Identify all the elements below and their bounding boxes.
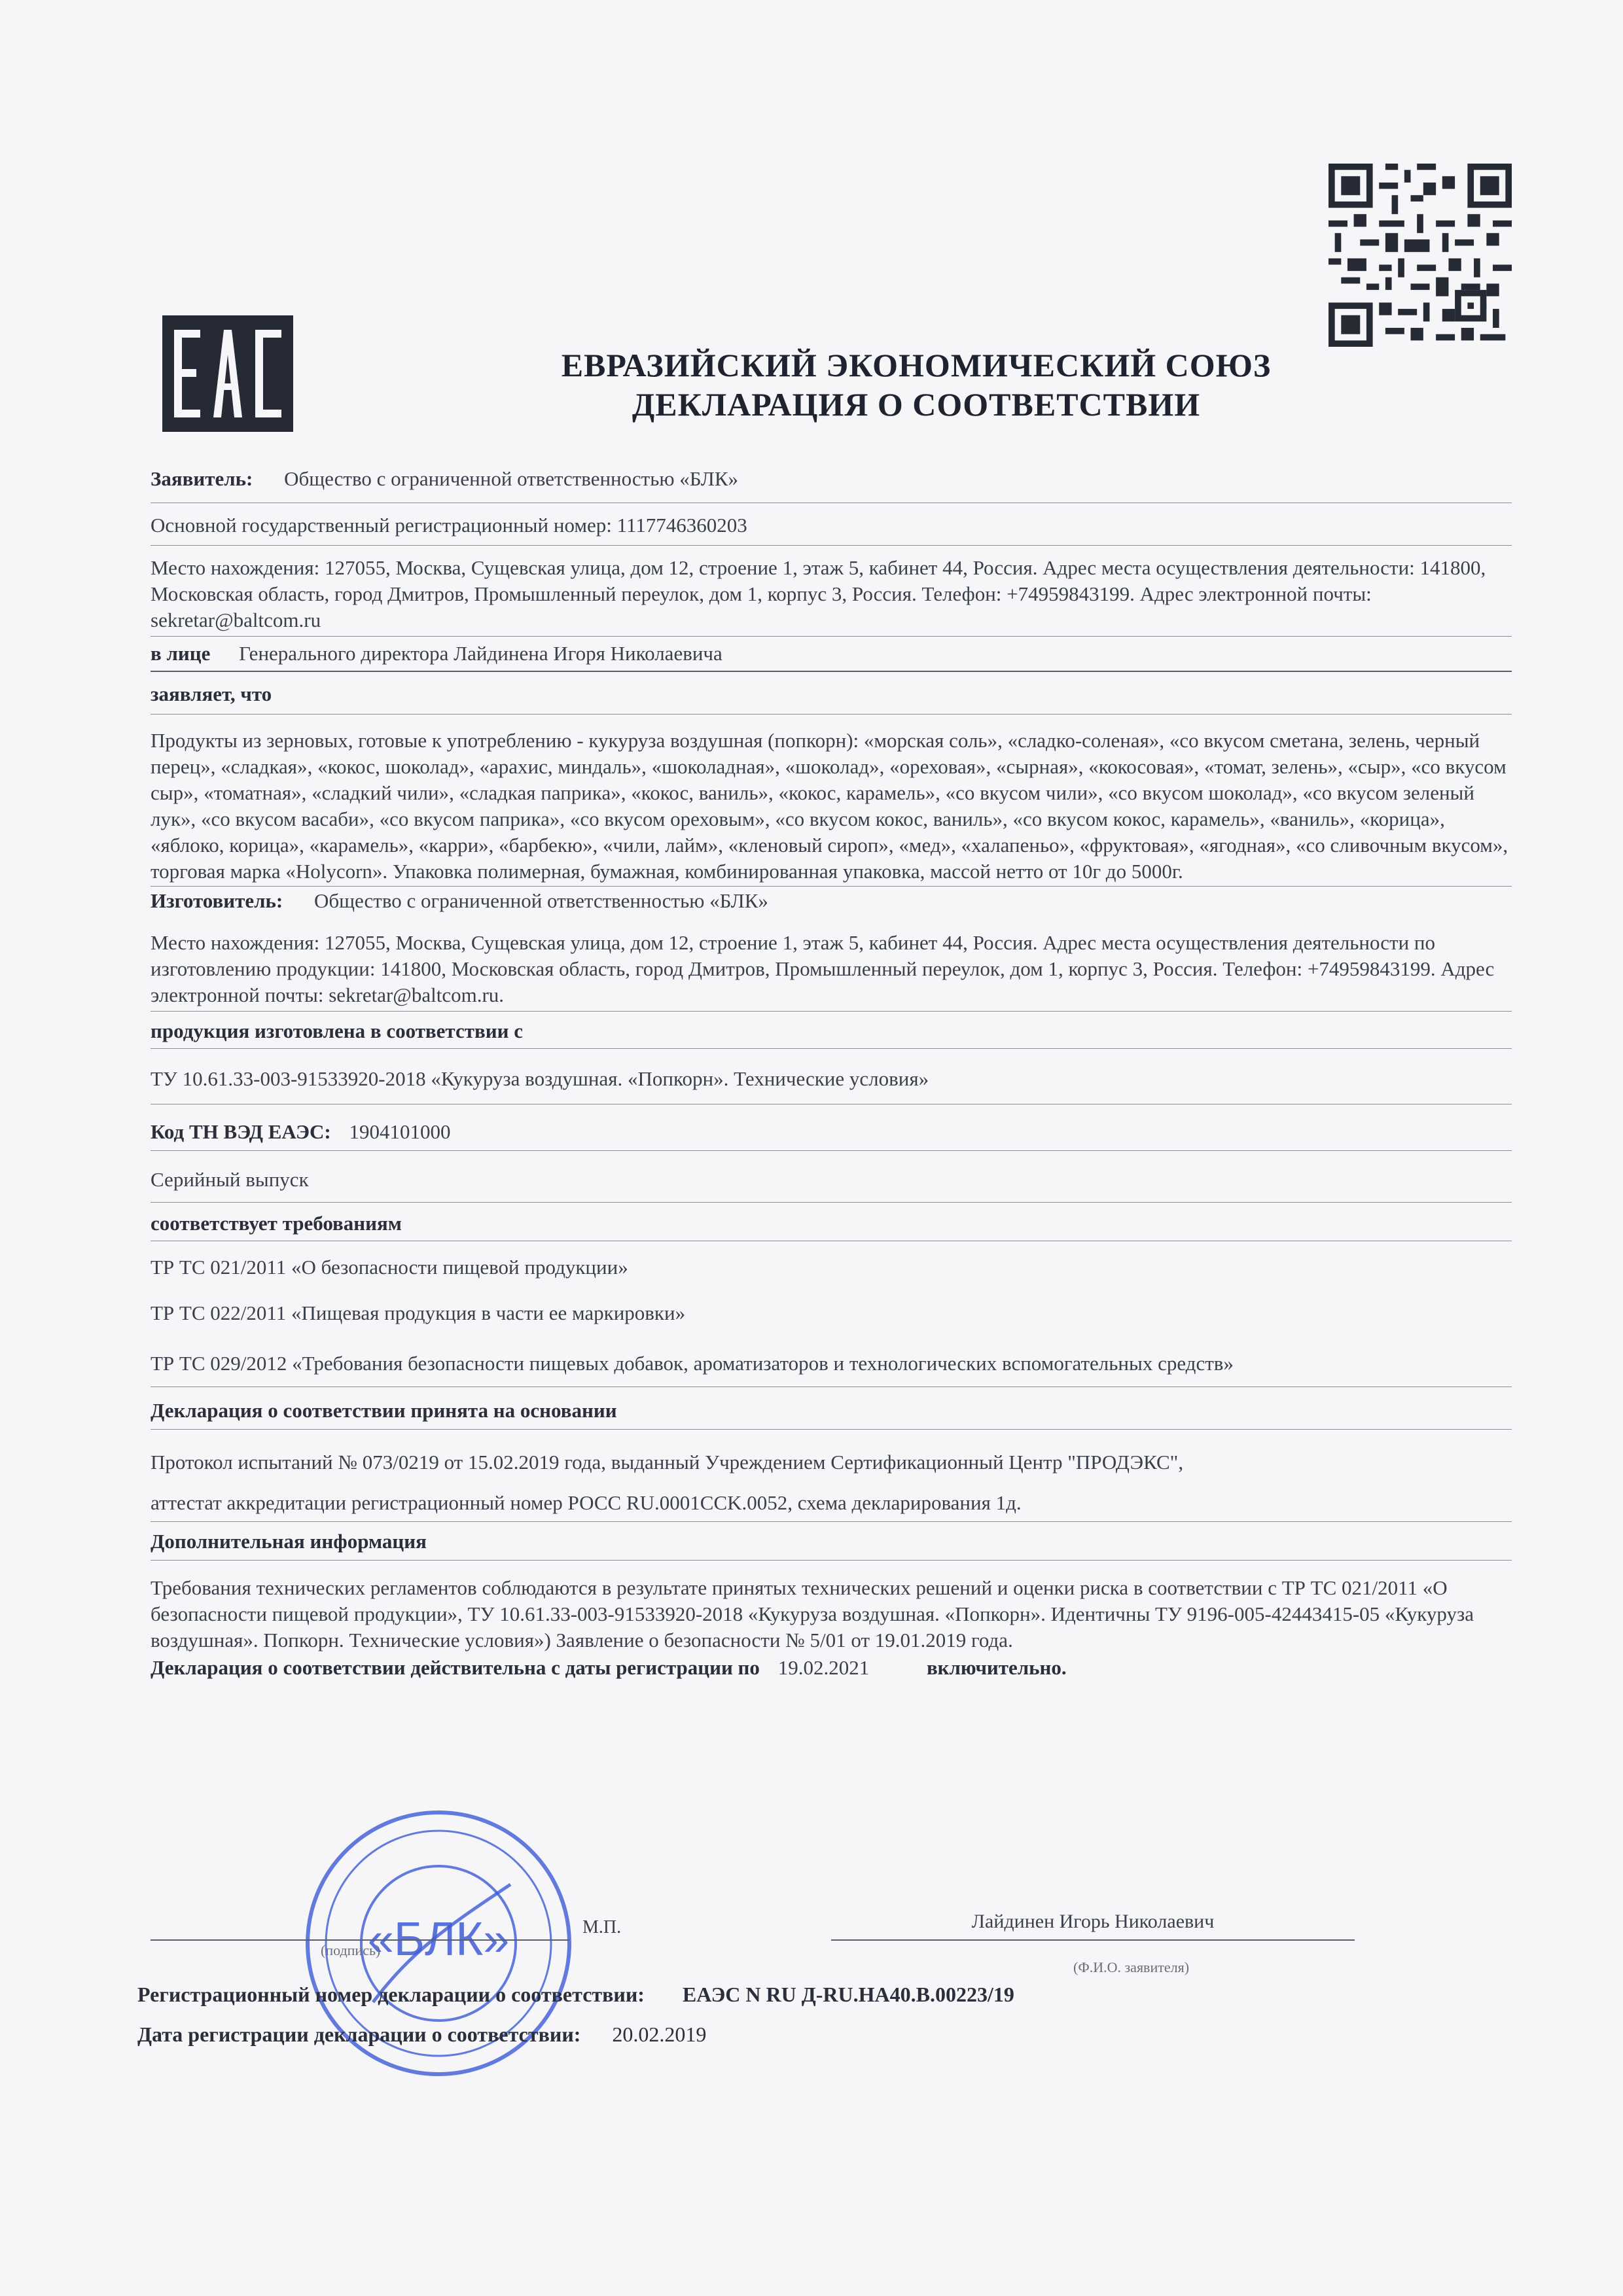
requirement-tr-022: ТР ТС 022/2011 «Пищевая продукция в части ее маркировки»: [151, 1301, 686, 1324]
ogrn-row: [151, 503, 1512, 546]
registration-number-value: ЕАЭС N RU Д-RU.НА40.В.00223/19: [682, 1983, 1014, 2006]
registration-number-row: [137, 1983, 1014, 2007]
registration-block: [137, 1983, 1014, 2062]
validity-suffix: включительно.: [926, 1656, 1067, 1679]
additional-row: [151, 1522, 1512, 1561]
tnved-value: 1904101000: [349, 1120, 451, 1143]
applicant-address: Место нахождения: 127055, Москва, Сущевская улица, дом 12, строение 1, этаж 5, кабинет 44, Россия. Адрес места осуществления деятельности: 141800, Московская область, город Дмитров, Промышленный переулок, дом 1, корпус 3, Россия. Телефон: +74959843199. Адрес электронной почты: sekretar@baltcom.ru: [151, 556, 1486, 631]
tnved-row: [151, 1104, 1512, 1151]
manufacturer-address-row: [151, 917, 1512, 1012]
requirement-item: [151, 1241, 1512, 1280]
stamp-text: «БЛК»: [367, 1913, 510, 1966]
applicant-value: Общество с ограниченной ответственностью «БЛК»: [284, 467, 739, 490]
eac-logo-icon: [162, 315, 293, 432]
produced-value-row: [151, 1049, 1512, 1104]
ogrn-value: Основной государственный регистрационный номер: 1117746360203: [151, 514, 747, 537]
declares-row: [151, 672, 1512, 715]
product-row: [151, 715, 1512, 887]
tnved-label: Код ТН ВЭД ЕАЭС:: [151, 1120, 331, 1143]
basis-attestat-row: [151, 1475, 1512, 1522]
applicant-address-row: [151, 546, 1512, 637]
basis-label: Декларация о соответствии принята на основании: [151, 1399, 617, 1422]
signer-caption: (Ф.И.О. заявителя): [1073, 1959, 1190, 1975]
manufacturer-row: [151, 887, 1512, 917]
person-value: Генерального директора Лайдинена Игоря Николаевича: [239, 642, 722, 665]
validity-date: 19.02.2021: [777, 1656, 870, 1679]
basis-protocol-row: [151, 1430, 1512, 1475]
requirement-tr-021: ТР ТС 021/2011 «О безопасности пищевой продукции»: [151, 1256, 628, 1279]
seal-place-mark: М.П.: [582, 1917, 622, 1937]
produced-row: [151, 1012, 1512, 1049]
product-description: Продукты из зерновых, готовые к употреблению - кукуруза воздушная (попкорн): «морская соль», «сладко-соленая», «со вкусом сметана, зелень, черный перец», «сладкая», «кокос, шоколад», «арахис, миндаль», «шоколадная», «шоколад», «ореховая», «сырная», «кокосовая», «томат, зелень», «сыр», «со вкусом сыр», «томатная», «сладкий чили», «сладкая паприка», «кокос, ваниль», «кокос, карамель», «со вкусом чили», «со вкусом шоколад», «со вкусом зеленый лук», «со вкусом васаби», «со вкусом паприка», «со вкусом ореховым», «со вкусом кокос, ваниль», «со вкусом кокос, карамель», «ваниль», «корица», «яблоко, корица», «карамель», «карри», «барбекю», «чили, лайм», «кленовый сироп», «мед», «халапеньо», «фруктовая», «ягодная», «со сливочным вкусом», торговая марка «Holycorn». Упаковка полимерная, бумажная, комбинированная упаковка, массой нетто от 10г до 5000г.: [151, 729, 1508, 883]
requirement-item: [151, 1326, 1512, 1387]
applicant-row: [151, 458, 1512, 503]
serial-value: Серийный выпуск: [151, 1168, 309, 1191]
document-title: [458, 345, 1374, 424]
qr-code-icon: [1329, 164, 1512, 347]
title-union: ЕВРАЗИЙСКИЙ ЭКОНОМИЧЕСКИЙ СОЮЗ: [561, 347, 1272, 383]
basis-protocol: Протокол испытаний № 073/0219 от 15.02.2019 года, выданный Учреждением Сертификационный Центр "ПРОДЭКС",: [151, 1451, 1184, 1474]
title-declaration: ДЕКЛАРАЦИЯ О СООТВЕТСТВИИ: [632, 386, 1201, 423]
registration-date-value: 20.02.2019: [612, 2022, 707, 2046]
produced-value: ТУ 10.61.33-003-91533920-2018 «Кукуруза воздушная. «Попкорн». Технические условия»: [151, 1067, 929, 1090]
manufacturer-label: Изготовитель:: [151, 889, 283, 912]
basis-attestat: аттестат аккредитации регистрационный номер РОСС RU.0001CCK.0052, схема декларирования 1д.: [151, 1491, 1022, 1514]
requirement-tr-029: ТР ТС 029/2012 «Требования безопасности пищевых добавок, ароматизаторов и технологических вспомогательных средств»: [151, 1352, 1234, 1375]
additional-label: Дополнительная информация: [151, 1530, 427, 1553]
registration-date-row: [137, 2022, 1014, 2047]
registration-number-label: Регистрационный номер декларации о соответствии:: [137, 1983, 645, 2006]
validity-row: [151, 1655, 1512, 1684]
person-row: [151, 637, 1512, 672]
signer-line: [831, 1939, 1355, 1941]
person-label: в лице: [151, 642, 211, 665]
declaration-body: [151, 458, 1512, 1684]
requirements-row: [151, 1203, 1512, 1241]
validity-label: Декларация о соответствии действительна с даты регистрации по: [151, 1656, 760, 1679]
applicant-label: Заявитель:: [151, 467, 253, 490]
serial-row: [151, 1151, 1512, 1203]
signature-caption: (подпись): [321, 1942, 381, 1958]
manufacturer-value: Общество с ограниченной ответственностью «БЛК»: [313, 889, 768, 912]
requirement-item: [151, 1280, 1512, 1326]
registration-date-label: Дата регистрации декларации о соответствии:: [137, 2022, 581, 2046]
additional-text-row: [151, 1561, 1512, 1655]
produced-label: продукция изготовлена в соответствии с: [151, 1019, 523, 1042]
signature-line: [151, 1939, 569, 1941]
additional-text: Требования технических регламентов соблюдаются в результате принятых технических решений и оценки риска в соответствии с ТР ТС 021/2011 «О безопасности пищевой продукции», ТУ 10.61.33-003-91533920-2018 «Кукуруза воздушная. «Попкорн». Идентичны ТУ 9196-005-42443415-05 «Кукуруза воздушная». Попкорн. Технические условия») Заявление о безопасности № 5/01 от 19.01.2019 года.: [151, 1576, 1474, 1651]
signer-name: Лайдинен Игорь Николаевич: [971, 1911, 1215, 1932]
requirements-label: соответствует требованиям: [151, 1212, 402, 1235]
basis-row: [151, 1387, 1512, 1430]
manufacturer-address: Место нахождения: 127055, Москва, Сущевская улица, дом 12, строение 1, этаж 5, кабинет 44, Россия. Адрес места осуществления деятельности по изготовлению продукции: 141800, Московская область, город Дмитров, Промышленный переулок, дом 1, корпус 3, Россия. Телефон: +74959843199. Адрес электронной почты: sekretar@baltcom.ru.: [151, 931, 1495, 1006]
declares-label: заявляет, что: [151, 682, 272, 705]
